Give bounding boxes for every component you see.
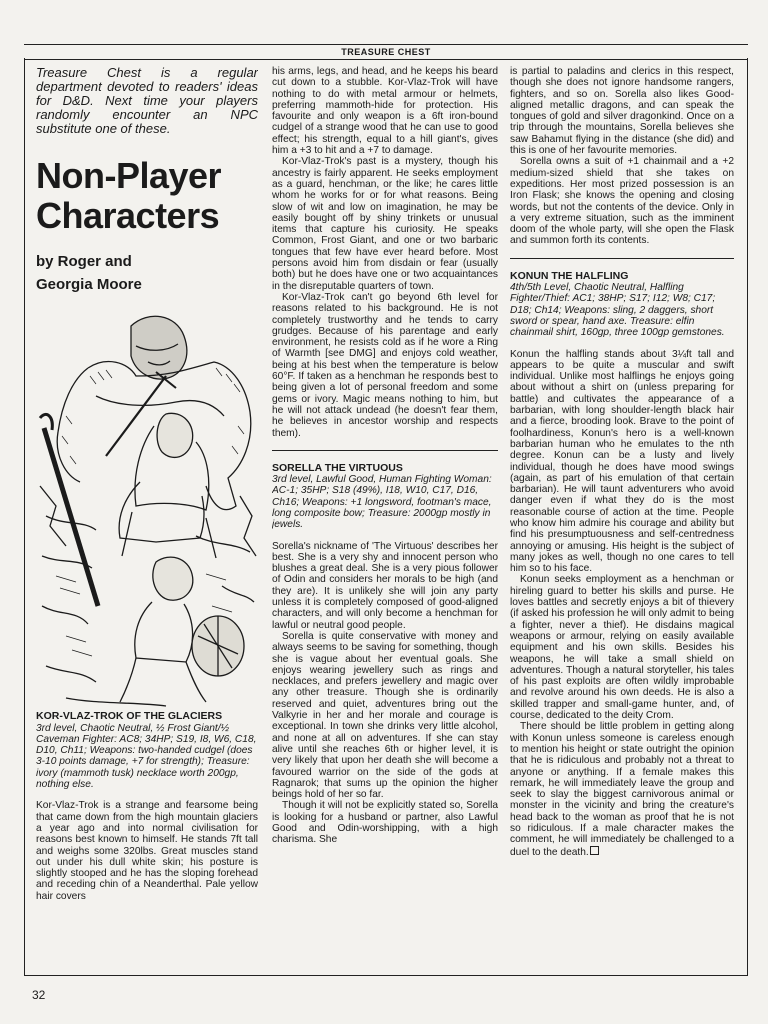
byline bbox=[36, 250, 258, 296]
end-mark-icon bbox=[590, 846, 599, 855]
section-header: TREASURE CHEST bbox=[24, 44, 748, 60]
page-number: 32 bbox=[32, 988, 46, 1002]
intro-text: Treasure Chest is a regular department devoted to readers' ideas for D&D. Next time your players randomly encounter an NPC substitute one of these. bbox=[36, 66, 258, 136]
korvlaz-paragraph-1-continued: his arms, legs, and head, and he keeps his beard cut down to a stubble. Kor-Vlaz-Trok will have nothing to do with metal armour or helmets, preferring mammoth-hide for protection. His favourite and only weapon is a 6ft iron-bound cudgel of a strange wood that he can use to good effect; his strength, equal to a hill giant's, gives him a +3 to hit and a +7 to damage. bbox=[272, 66, 498, 157]
sorella-paragraph-2: Sorella is quite conservative with money and always seems to be saving for something, though she is vague about her eventual goals. She enjoys wearing jewellery such as rings and necklaces, and prefers jewellery and magic over any other treasure. Though she is ordinarily reserved and quiet, adventures bring out the Valkyrie in her and her morale and courage is exceptional. In town she drinks very little alcohol, and none at all on adventures. If she can stay alive until she reaches 6th or higher level, it is very likely that upon her death she will become a favoured warrior on the side of the gods at Ragnarok; that sums up the opinion the higher beings hold of her so far. bbox=[272, 630, 498, 801]
konun-paragraph-2: Konun seeks employment as a henchman or hireling guard to better his skills and purse. He loves battles and secretly enjoys a bit of thievery (if asked his profession he will only admit to being a fighter, never a thief). He disdains magical weapons or armour, relying on easily available equipment and his own skills. Besides his weapons, he will take a small shield on adventures. Though a natural storyteller, his tales of his past exploits are often wildly improbable and revolve around his own deeds. He is also a skilled trapper and small-game hunter, and, of course, dedicated to the deity Crom. bbox=[510, 574, 734, 722]
konun-paragraph-3 bbox=[510, 721, 734, 858]
title-line-1: Non-Player bbox=[36, 155, 222, 196]
byline-line-1: by Roger and bbox=[36, 253, 132, 270]
korvlaz-stats: 3rd level, Chaotic Neutral, ½ Frost Giant/½ Caveman Fighter: AC8; 34HP; S19, I8, W6, C18, D10, Ch11; Weapons: two-handed cudgel (does 3-10 points damage, +7 for strength); Treasure: ivory (mammoth tusk) necklace worth 200gp, nothing else. bbox=[36, 722, 257, 791]
sorella-paragraph-3-continued: is partial to paladins and clerics in this respect, though she does not ignore handsome rangers, fighters, and so on. Sorella also likes Good-aligned metallic dragons, and can speak the tongues of gold and silver dragonkind. Once on a trip through the mountains, Sorella believes she saw Bahamut flying in the distance (she did) and this is one of her favourite memories. bbox=[510, 66, 734, 157]
sorella-paragraph-4: Sorella owns a suit of +1 chainmail and a +2 medium-sized shield that she takes on expeditions. Her most prized possession is an Iron Flask; she knows the opening and closing words, but not the contents of the device. Only in a very extreme situation, such as the imminent doom of the whole party, will she open the Flask and summon forth its contents. bbox=[510, 156, 734, 247]
column-2 bbox=[272, 66, 498, 966]
korvlaz-paragraph-1: Kor-Vlaz-Trok is a strange and fearsome being that came down from the high mountain glaciers a year ago and into normal civilisation for reasons best known to himself. He stands 7ft tall and weighs some 320lbs. Great muscles stand out under his dull white skin; his posture is slightly stooped and he has the sloping forehead and receding chin of a Neanderthal. Pale yellow hair covers bbox=[36, 800, 258, 902]
konun-paragraph-1: Konun the halfling stands about 3¼ft tall and appears to be quite a muscular and swift individual. Unlike most halflings he enjoys going about without a shirt on (unless preparing for battle) and cultivates the appearance of a barbarian, with long shoulder-length black hair and a fierce, brooding look. Brave to the point of foolhardiness, Konun's hero is a well-known barbarian human who he emulates to the nth degree. Konun can be a lusty and lively individual, though he does have mood swings (again, as part of his emulation of that certain barbarian). He will taunt adventurers who avoid danger even if what they do is the most reasonable course of action at the time. People who know him admire his courage and ability but find his presumptuousness and self-centredness annoying or amusing. His height is the subject of many jokes as well, though no one cares to tell him so to his face. bbox=[510, 348, 734, 575]
article-title bbox=[36, 156, 258, 236]
sorella-stats: 3rd level, Lawful Good, Human Fighting Woman: AC-1; 35HP; S18 (49%), I18, W10, C17, D16, Ch16; Weapons: +1 longsword, footman's mace, long composite bow; Treasure: 2000gp mostly in jewels. bbox=[272, 474, 492, 531]
section-divider bbox=[510, 258, 734, 259]
column-1 bbox=[36, 66, 258, 966]
sorella-paragraph-1: Sorella's nickname of 'The Virtuous' describes her best. She is a very shy and innocent person who blushes a great deal. She is a very pious follower of Odin and considers her morals to be high (and they are). It is unlikely she will join any party unless it is completely composed of good-aligned characters, and will only become a henchman for lawful or neutral good people. bbox=[272, 540, 498, 631]
konun-stats: 4th/5th Level, Chaotic Neutral, Halfling Fighter/Thief: AC1; 38HP; S17; I12; W8; C17; D18; Ch14; Weapons: sling, 2 daggers, short sword or spear, hand axe. Treasure: elfin chainmail shirt, 160gp, three 100gp gemstones. bbox=[510, 282, 725, 339]
korvlaz-paragraph-3: Kor-Vlaz-Trok can't go beyond 6th level for reasons related to his background. He is not completely trustworthy and he tends to carry grudges. Because of his parentage and early environment, he resists cold as if he wore a Ring of Warmth [see DMG] and enjoys cold weather, being at his best when the temperature is below 60°F. If taken as a henchman he responds best to being given a lot of personal freedom and some gems or ivory. Magic means nothing to him, but he will not attack undead (he doesn't fear them, he believes in ancestor worship and respects them). bbox=[272, 291, 498, 439]
konun-heading: KONUN THE HALFLING bbox=[510, 269, 629, 282]
korvlaz-heading: KOR-VLAZ-TROK OF THE GLACIERS bbox=[36, 710, 223, 723]
section-divider bbox=[272, 450, 498, 451]
column-3 bbox=[510, 66, 734, 966]
sorella-paragraph-3: Though it will not be explicitly stated so, Sorella is looking for a husband or partner, also Lawful Good and Odin-worshipping, with a high charisma. She bbox=[272, 800, 498, 846]
sorella-heading: SORELLA THE VIRTUOUS bbox=[272, 461, 403, 474]
korvlaz-paragraph-2: Kor-Vlaz-Trok's past is a mystery, though his ancestry is fairly apparent. He seeks employment as a guard, henchman, or the like; he cares little whom he works for or for what reasons. Being slow of wit and low on imagination, he may be easily bought off by shiny trinkets or unusual items that capture his curiosity. He speaks Common, Frost Giant, and one or two barbaric tongues that few have ever heard before. Most persons avoid him from disdain or fear (usually both) but he does have one or two acquaintances in the disreputable quarters of town. bbox=[272, 156, 498, 292]
illustration-characters bbox=[36, 306, 258, 708]
konun-paragraph-3-text: There should be little problem in getting along with Konun unless someone is careless enough to mention his height or state outright the opinion that he is ridiculous and probably not a threat to anyone or anything. If a female makes this remark, he will immediately leave the group and seek to slay the biggest carnivorous animal or monster in the vicinity and bring the creature's head back to the woman as proof that he is not so ridiculous. If a male character makes the comment, he will immediately be challenged to a duel to the death. bbox=[510, 721, 734, 858]
title-line-2: Characters bbox=[36, 195, 220, 236]
byline-line-2: Georgia Moore bbox=[36, 276, 142, 293]
